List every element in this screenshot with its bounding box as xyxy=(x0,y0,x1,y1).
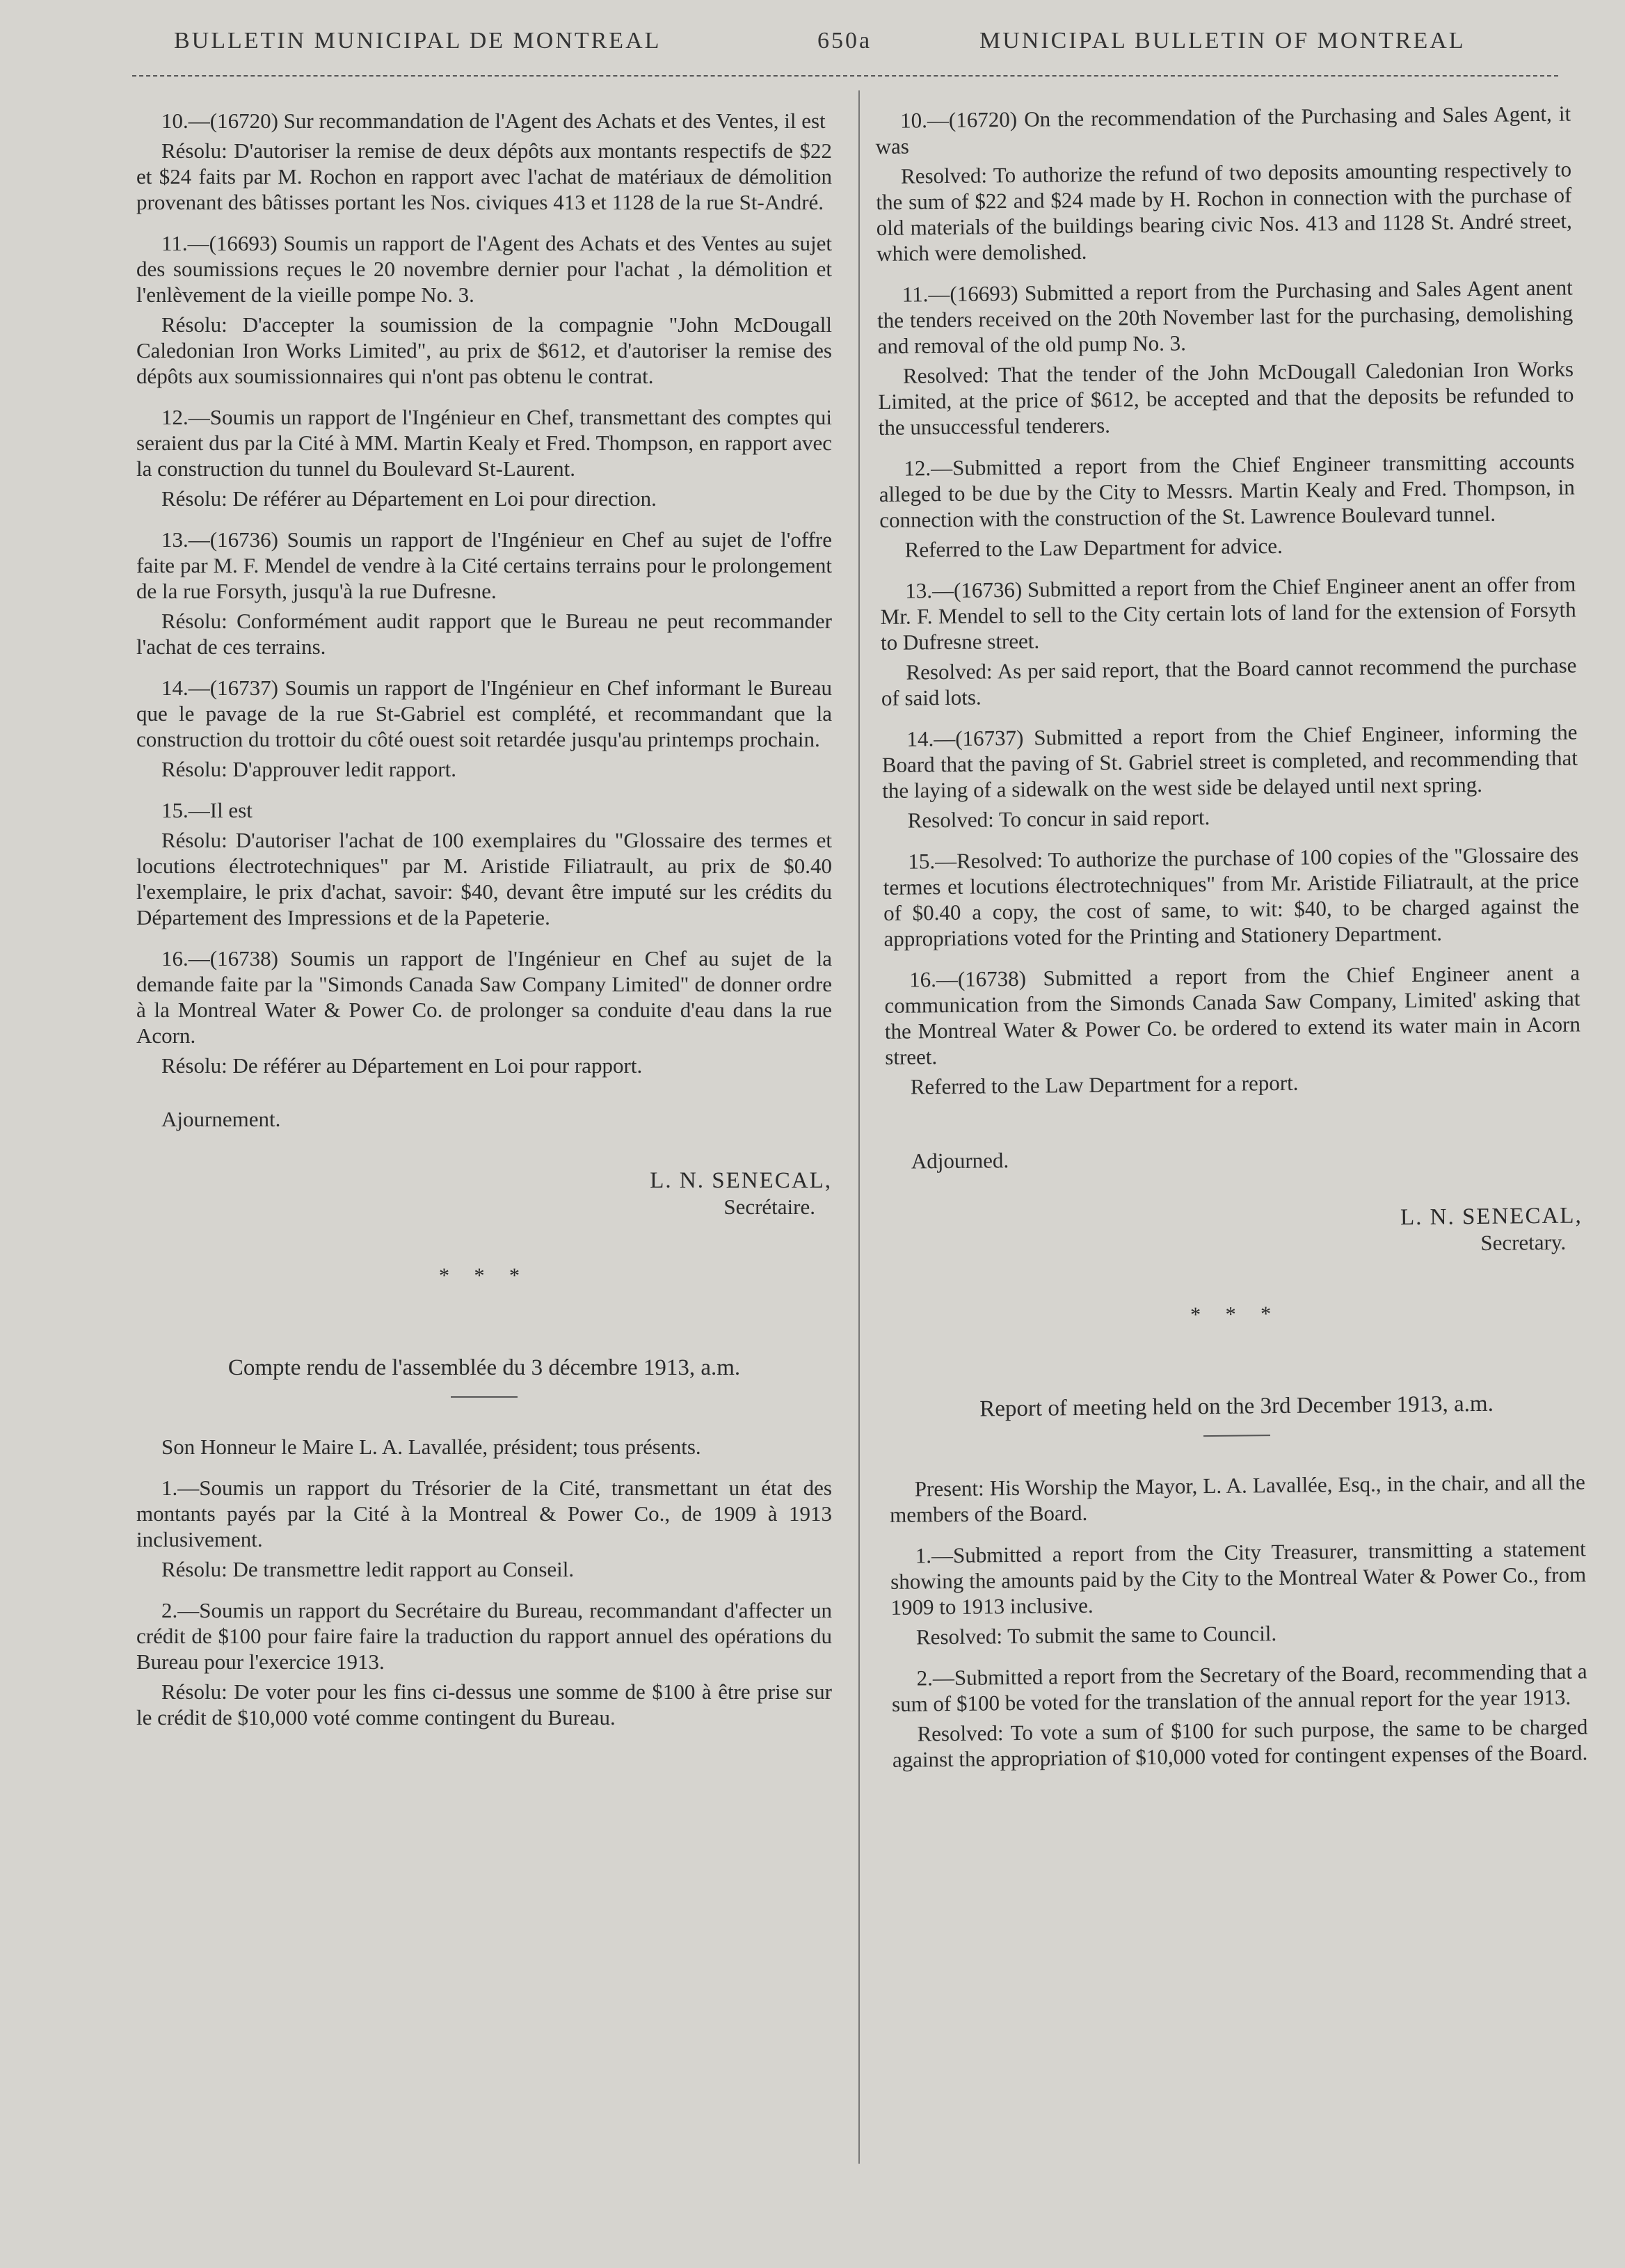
page-number: 650a xyxy=(817,28,872,54)
en-title-rule xyxy=(1203,1435,1270,1437)
fr-item-11: 11.—(16693) Soumis un rapport de l'Agent des Achats et des Ventes au sujet des soumissions reçues le 20 novembre dernier pour l'achat , la démolition et l'enlèvement de la vieille pompe No. 3. xyxy=(136,231,832,307)
english-column xyxy=(875,101,1588,1777)
en-signature: L. N. SENECAL, xyxy=(1400,1203,1583,1231)
en-resolution-2: Resolved: To vote a sum of $100 for such purpose, the same to be charged against the appropriation of $10,000 voted for contingent expenses of the Board. xyxy=(892,1714,1588,1772)
header-title-english: MUNICIPAL BULLETIN OF MONTREAL xyxy=(979,28,1466,54)
fr-resolution-13: Résolu: Conformément audit rapport que le Bureau ne peut recommander l'achat de ces terrains. xyxy=(136,609,832,659)
en-item-16: 16.—(16738) Submitted a report from the Chief Engineer anent a communication from the Simonds Canada Saw Company, Limited' asking that the Montreal Water & Power Co. be ordered to extend its water main in Acorn street. xyxy=(884,960,1581,1069)
en-resolution-11: Resolved: That the tender of the John McDougall Caledonian Iron Works Limited, at the price of $612, be accepted and that the deposits be refunded to the unsuccessful tenderers. xyxy=(878,356,1574,440)
fr-meeting-title: Compte rendu de l'assemblée du 3 décembre 1913, a.m. xyxy=(227,1355,741,1380)
en-item-11: 11.—(16693) Submitted a report from the Purchasing and Sales Agent anent the tenders received on the 20th November last for the purchasing, demolishing and removal of the old pump No. 3. xyxy=(877,275,1574,358)
fr-signature-title: Secrétaire. xyxy=(723,1195,815,1219)
fr-signature: L. N. SENECAL, xyxy=(650,1168,832,1193)
page-header xyxy=(0,28,1625,70)
en-item-2: 2.—Submitted a report from the Secretary of the Board, recommending that a sum of $100 be voted for the translation of the annual report for the year 1913. xyxy=(891,1659,1587,1716)
fr-resolution-16: Résolu: De référer au Département en Loi pour rapport. xyxy=(161,1053,643,1078)
en-item-13: 13.—(16736) Submitted a report from the Chief Engineer anent an offer from Mr. F. Mendel to sell to the City certain lots of land for the extension of Forsyth to Dufresne street. xyxy=(880,571,1576,655)
en-signature-title: Secretary. xyxy=(1480,1229,1567,1255)
en-resolution-10: Resolved: To authorize the refund of two deposits amounting respectively to the sum of $22 and $24 made by H. Rochon in connection with the purchase of old materials of the buildings bearing civic Nos. 413 and 1128 St. André street, which were demolished. xyxy=(876,157,1572,266)
fr-item-10: 10.—(16720) Sur recommandation de l'Agent des Achats et des Ventes, il est xyxy=(161,109,826,133)
header-rule xyxy=(132,75,1558,77)
fr-resolution-1: Résolu: De transmettre ledit rapport au Conseil. xyxy=(161,1557,575,1581)
french-column xyxy=(136,108,832,1734)
fr-item-1: 1.—Soumis un rapport du Trésorier de la Cité, transmettant un état des montants payés par la Cité à la Montreal & Power Co., de 1909 à 1913 inclusivement. xyxy=(136,1476,832,1551)
fr-item-15: 15.—Il est xyxy=(161,798,253,822)
en-resolution-12: Referred to the Law Department for advice. xyxy=(904,533,1283,562)
en-section-separator: * * * xyxy=(1190,1302,1281,1327)
fr-section-separator: * * * xyxy=(439,1264,529,1287)
fr-title-rule xyxy=(451,1396,518,1398)
en-resolution-16: Referred to the Law Department for a report. xyxy=(910,1070,1299,1099)
fr-resolution-12: Résolu: De référer au Département en Loi pour direction. xyxy=(161,486,657,511)
en-meeting-title: Report of meeting held on the 3rd December 1913, a.m. xyxy=(979,1391,1494,1422)
en-attendance: Present: His Worship the Mayor, L. A. Lavallée, Esq., in the chair, and all the members of the Board. xyxy=(889,1469,1585,1527)
en-item-10: 10.—(16720) On the recommendation of the Purchasing and Sales Agent, it was xyxy=(875,101,1571,159)
fr-attendance: Son Honneur le Maire L. A. Lavallée, président; tous présents. xyxy=(161,1435,701,1459)
en-resolution-13: Resolved: As per said report, that the Board cannot recommend the purchase of said lots. xyxy=(881,653,1577,710)
en-item-12: 12.—Submitted a report from the Chief Engineer transmitting accounts alleged to be due by the City to Messrs. Martin Kealy and Fred. Thompson, in connection with the construction of the St. Lawrence Boulevard tunnel. xyxy=(879,449,1575,532)
fr-resolution-15: Résolu: D'autoriser l'achat de 100 exemplaires du "Glossaire des termes et locutions électrotechniques" par M. Aristide Filiatrault, au prix de $0.40 l'exemplaire, le prix d'achat, savoir: $40, devant être imputé sur les crédits du Département des Impressions et de la Papeterie. xyxy=(136,828,832,929)
fr-resolution-11: Résolu: D'accepter la soumission de la compagnie "John McDougall Caledonian Iron Works Limited", au prix de $612, et d'autoriser la remise des dépôts aux soumissionnaires qui n'ont pas obtenu le contrat. xyxy=(136,312,832,388)
fr-item-14: 14.—(16737) Soumis un rapport de l'Ingénieur en Chef informant le Bureau que le pavage de la rue St-Gabriel est complété, et recommandant que la construction du trottoir du côté ouest soit retardée jusqu'au printemps prochain. xyxy=(136,676,832,751)
en-item-1: 1.—Submitted a report from the City Treasurer, transmitting a statement showing the amounts paid by the City to the Montreal Water & Power Co., from 1909 to 1913 inclusive. xyxy=(890,1536,1587,1620)
fr-resolution-14: Résolu: D'approuver ledit rapport. xyxy=(161,757,456,781)
fr-adjourned: Ajournement. xyxy=(161,1107,281,1131)
en-resolution-1: Resolved: To submit the same to Council. xyxy=(915,1621,1277,1650)
en-item-15: 15.—Resolved: To authorize the purchase of 100 copies of the "Glossaire des termes et locutions électrotechniques" from Mr. Aristide Filiatrault, at the price of $0.40 a copy, the cost of same, to wit: $40, to be charged against the appropriations voted for the Printing and Stationery Department. xyxy=(883,842,1580,951)
fr-item-2: 2.—Soumis un rapport du Secrétaire du Bureau, recommandant d'affecter un crédit de $100 pour faire faire la traduction du rapport annuel des opérations du Bureau pour l'exercice 1913. xyxy=(136,1598,832,1674)
column-divider xyxy=(858,90,860,2164)
fr-item-16: 16.—(16738) Soumis un rapport de l'Ingénieur en Chef au sujet de la demande faite par la "Simonds Canada Saw Company Limited" de donner ordre à la Montreal Water & Power Co. de prolonger sa conduite d'eau dans la rue Acorn. xyxy=(136,946,832,1048)
en-adjourned: Adjourned. xyxy=(911,1148,1009,1174)
header-title-french: BULLETIN MUNICIPAL DE MONTREAL xyxy=(174,28,662,54)
en-resolution-14: Resolved: To concur in said report. xyxy=(907,805,1210,833)
fr-resolution-10: Résolu: D'autoriser la remise de deux dépôts aux montants respectifs de $22 et $24 faits par M. Rochon en rapport avec l'achat de matériaux de démolition provenant des bâtisses portant les Nos. civiques 413 et 1128 de la rue St-André. xyxy=(136,138,832,214)
fr-resolution-2: Résolu: De voter pour les fins ci-dessus une somme de $100 à être prise sur le crédit de $10,000 voté comme contingent du Bureau. xyxy=(136,1679,832,1730)
fr-item-12: 12.—Soumis un rapport de l'Ingénieur en Chef, transmettant des comptes qui seraient dus par la Cité à MM. Martin Kealy et Fred. Thompson, en rapport avec la construction du tunnel du Boulevard St-Laurent. xyxy=(136,405,832,481)
fr-item-13: 13.—(16736) Soumis un rapport de l'Ingénieur en Chef au sujet de l'offre faite par M. F. Mendel de vendre à la Cité certains terrains pour le prolongement de la rue Forsyth, jusqu'à la rue Dufresne. xyxy=(136,527,832,603)
en-item-14: 14.—(16737) Submitted a report from the Chief Engineer, informing the Board that the paving of St. Gabriel street is completed, and recommending that the laying of a sidewalk on the west side be delayed until next spring. xyxy=(881,719,1578,803)
